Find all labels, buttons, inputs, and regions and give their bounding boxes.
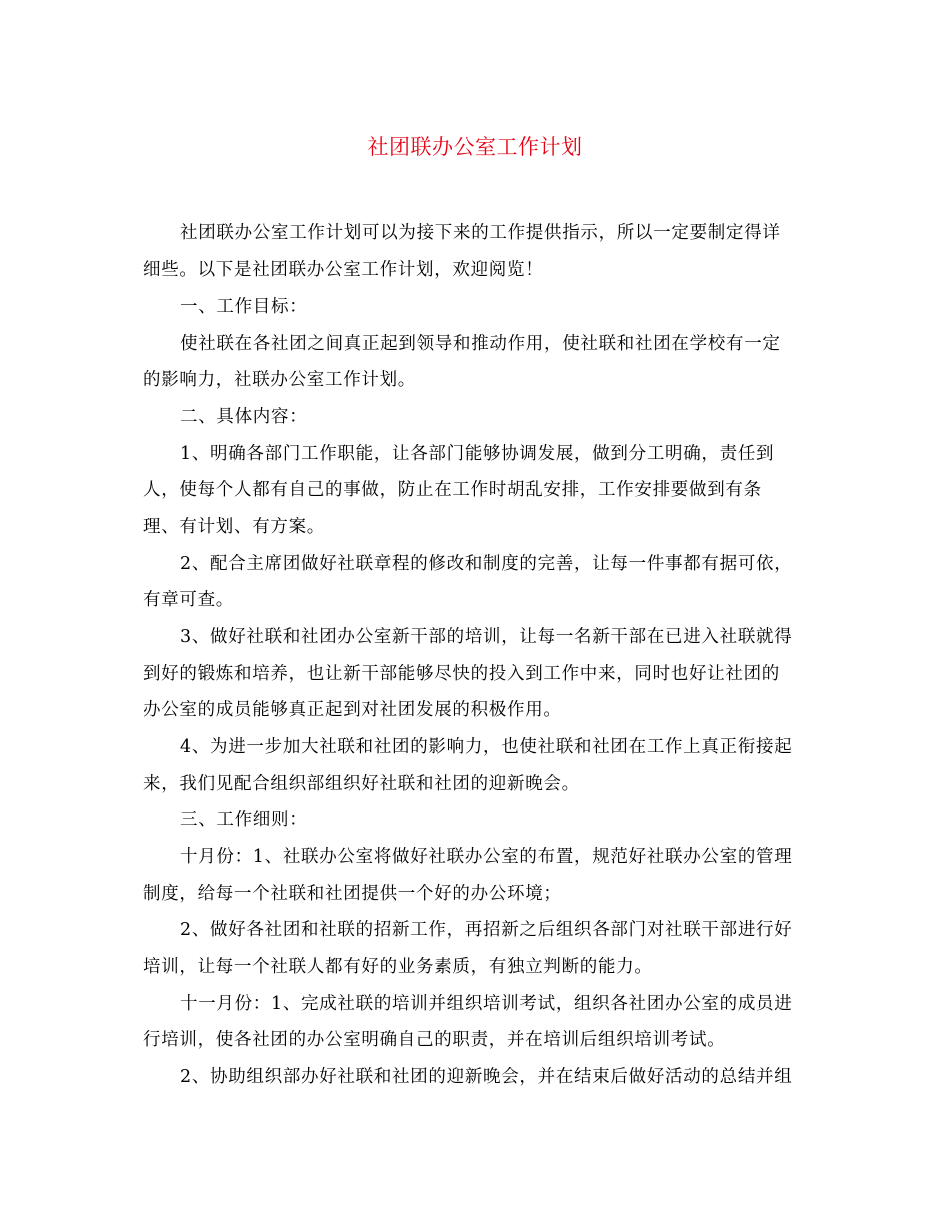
- paragraph-line: 2、协助组织部办好社联和社团的迎新晚会，并在结束后做好活动的总结并组: [180, 1067, 793, 1087]
- paragraph-line: 制度，给每一个社联和社团提供一个好的办公环境；: [143, 884, 562, 904]
- paragraph-line: 社团联办公室工作计划可以为接下来的工作提供指示，所以一定要制定得详: [180, 223, 781, 243]
- document-title: 社团联办公室工作计划: [367, 135, 583, 159]
- section-heading: 三、工作细则：: [180, 810, 308, 830]
- paragraph-line: 来，我们见配合组织部组织好社联和社团的迎新晚会。: [143, 774, 580, 794]
- paragraph-line: 办公室的成员能够真正起到对社团发展的积极作用。: [143, 700, 562, 720]
- paragraph-line: 4、为进一步加大社联和社团的影响力，也使社联和社团在工作上真正衔接起: [180, 737, 793, 757]
- paragraph-line: 2、配合主席团做好社联章程的修改和制度的完善，让每一件事都有据可依，: [180, 554, 793, 574]
- paragraph-line: 行培训，使各社团的办公室明确自己的职责，并在培训后组织培训考试。: [143, 1030, 726, 1050]
- paragraph-line: 到好的锻炼和培养，也让新干部能够尽快的投入到工作中来，同时也好让社团的: [143, 664, 780, 684]
- paragraph-line: 1、明确各部门工作职能，让各部门能够协调发展，做到分工明确，责任到: [180, 444, 775, 464]
- paragraph-line: 2、做好各社团和社联的招新工作，再招新之后组织各部门对社联干部进行好: [180, 920, 793, 940]
- section-heading: 一、工作目标：: [180, 297, 308, 317]
- paragraph-line: 细些。以下是社团联办公室工作计划，欢迎阅览！: [143, 260, 544, 280]
- paragraph-line: 培训，让每一个社联人都有好的业务素质，有独立判断的能力。: [143, 957, 653, 977]
- paragraph-line: 有章可查。: [143, 590, 234, 610]
- paragraph-line: 理、有计划、有方案。: [143, 517, 325, 537]
- paragraph-line: 3、做好社联和社团办公室新干部的培训，让每一名新干部在已进入社联就得: [180, 627, 793, 647]
- paragraph-line: 使社联在各社团之间真正起到领导和推动作用，使社联和社团在学校有一定: [180, 334, 781, 354]
- paragraph-line: 十月份：1、社联办公室将做好社联办公室的布置，规范好社联办公室的管理: [180, 847, 793, 867]
- paragraph-line: 的影响力，社联办公室工作计划。: [143, 370, 416, 390]
- paragraph-line: 人，使每个人都有自己的事做，防止在工作时胡乱安排，工作安排要做到有条: [143, 480, 762, 500]
- paragraph-line: 十一月份：1、完成社联的培训并组织培训考试，组织各社团办公室的成员进: [180, 994, 793, 1014]
- section-heading: 二、具体内容：: [180, 407, 308, 427]
